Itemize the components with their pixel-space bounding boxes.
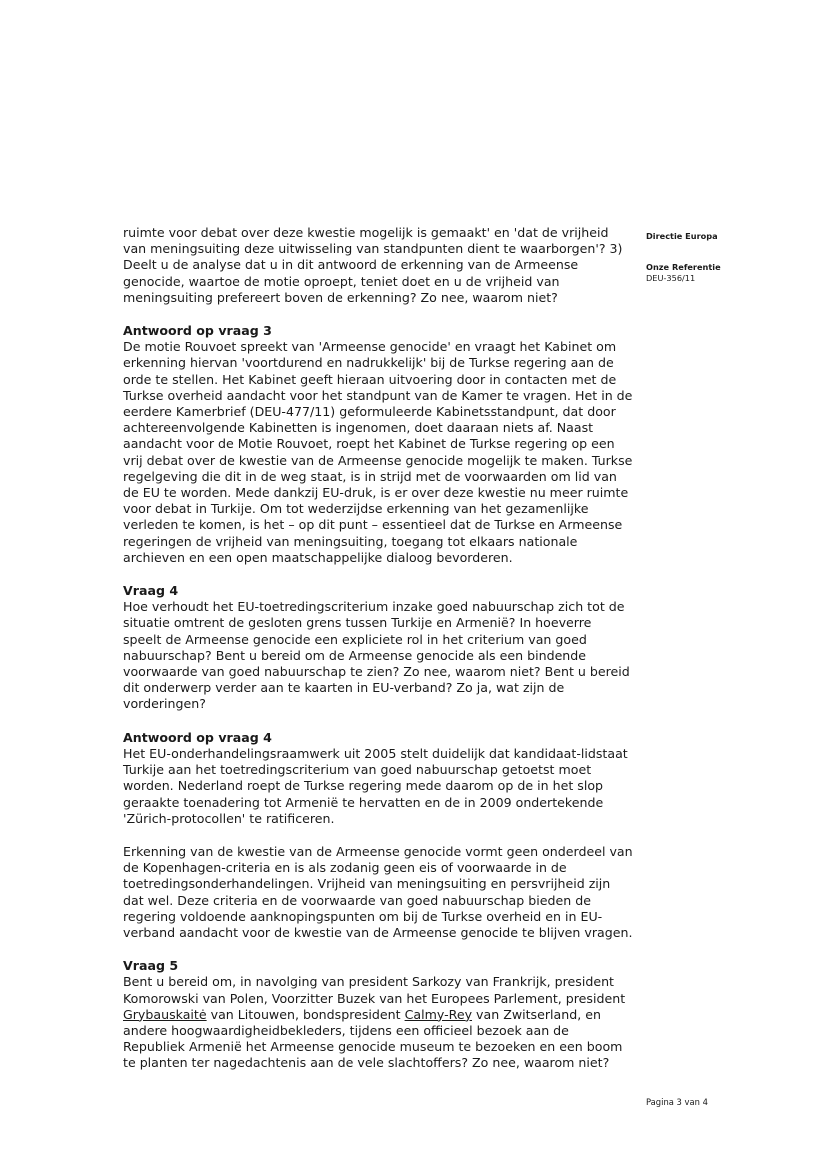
- name-calmy-rey: Calmy-Rey: [404, 1006, 473, 1022]
- name-grybauskaite: Grybauskaitė: [123, 1006, 207, 1022]
- answer4-heading: Antwoord op vraag 4: [123, 729, 272, 745]
- question4-heading: Vraag 4: [123, 583, 179, 599]
- document-sidebar: [646, 231, 816, 284]
- question5-text-part2: van Litouwen, bondspresident: [206, 1006, 405, 1022]
- page-number: Pagina 3 van 4: [646, 1097, 708, 1107]
- reference-label: Onze Referentie: [646, 262, 721, 272]
- answer4-text-continued: Erkenning van de kwestie van de Armeense genocide vormt geen onderdeel van de Kopenhagen-criteria en is als zodanig geen eis of voorwaarde in de toetredingsonderhandelingen. Vrijheid van meningsuiting en persvrijheid zijn dat wel. Deze criteria en de voorwaarde van goed nabuurschap bieden de regering voldoende aanknopingspunten om bij de Turkse overheid en in EU-verband aandacht voor de kwestie van de Armeense genocide te blijven vragen.: [123, 843, 633, 940]
- document-body: [123, 225, 633, 1072]
- answer4-text: Het EU-onderhandelingsraamwerk uit 2005 stelt duidelijk dat kandidaat-lidstaat Turkije aan het toetredingscriterium van goed nabuurschap getoetst moet worden. Nederland roept de Turkse regering mede daarom op de in het slop geraakte toenadering tot Armenië te hervatten en de in 2009 ondertekende 'Zürich-protocollen' te ratificeren.: [123, 745, 628, 826]
- question5-text: [123, 974, 633, 1071]
- question5-text-part3: van Zwitserland, en andere hoogwaardigheidbekleders, tijdens een officieel bezoek aan de Republiek Armenië het Armeense genocide museum te bezoeken en een boom te planten ter nagedachtenis aan de vele slachtoffers? Zo nee, waarom niet?: [123, 1006, 623, 1071]
- question3-continuation: ruimte voor debat over deze kwestie mogelijk is gemaakt' en 'dat de vrijheid van meningsuiting deze uitwisseling van standpunten dient te waarborgen'? 3) Deelt u de analyse dat u in dit antwoord de erkenning van de Armeense genocide, waartoe de motie oproept, teniet doet en u de vrijheid van meningsuiting prefereert boven de erkenning? Zo nee, waarom niet?: [123, 225, 623, 305]
- question5-text-part1: Bent u bereid om, in navolging van president Sarkozy van Frankrijk, president Komorowski van Polen, Voorzitter Buzek van het Europees Parlement, president: [123, 974, 626, 1006]
- department-label: Directie Europa: [646, 231, 718, 241]
- question4-text: Hoe verhoudt het EU-toetredingscriterium inzake goed nabuurschap zich tot de situatie omtrent de gesloten grens tussen Turkije en Armenië? In hoeverre speelt de Armeense genocide een expliciete rol in het criterium van goed nabuurschap? Bent u bereid om de Armeense genocide als een bindende voorwaarde van goed nabuurschap te zien? Zo nee, waarom niet? Bent u bereid dit onderwerp verder aan te kaarten in EU-verband? Zo ja, wat zijn de vorderingen?: [123, 599, 630, 712]
- answer3-text: De motie Rouvoet spreekt van 'Armeense genocide' en vraagt het Kabinet om erkenning hiervan 'voortdurend en nadrukkelijk' bij de Turkse regering aan de orde te stellen. Het Kabinet geeft hieraan uitvoering door in contacten met de Turkse overheid aandacht voor het standpunt van de Kamer te vragen. Het in de eerdere Kamerbrief (DEU-477/11) geformuleerde Kabinetsstandpunt, dat door achtereenvolgende Kabinetten is ingenomen, doet daaraan niets af. Naast aandacht voor de Motie Rouvoet, roept het Kabinet de Turkse regering op een vrij debat over de kwestie van de Armeense genocide mogelijk te maken. Turkse regelgeving die dit in de weg staat, is in strijd met de voorwaarden om lid van de EU te worden. Mede dankzij EU-druk, is er over deze kwestie nu meer ruimte voor debat in Turkije. Om tot wederzijdse erkenning van het gezamenlijke verleden te komen, is het – op dit punt – essentieel dat de Turkse en Armeense regeringen de vrijheid van meningsuiting, toegang tot elkaars nationale archieven en een open maatschappelijke dialoog bevorderen.: [123, 339, 633, 565]
- question5-heading: Vraag 5: [123, 958, 179, 974]
- answer3-heading: Antwoord op vraag 3: [123, 323, 272, 339]
- reference-value: DEU-356/11: [646, 273, 696, 283]
